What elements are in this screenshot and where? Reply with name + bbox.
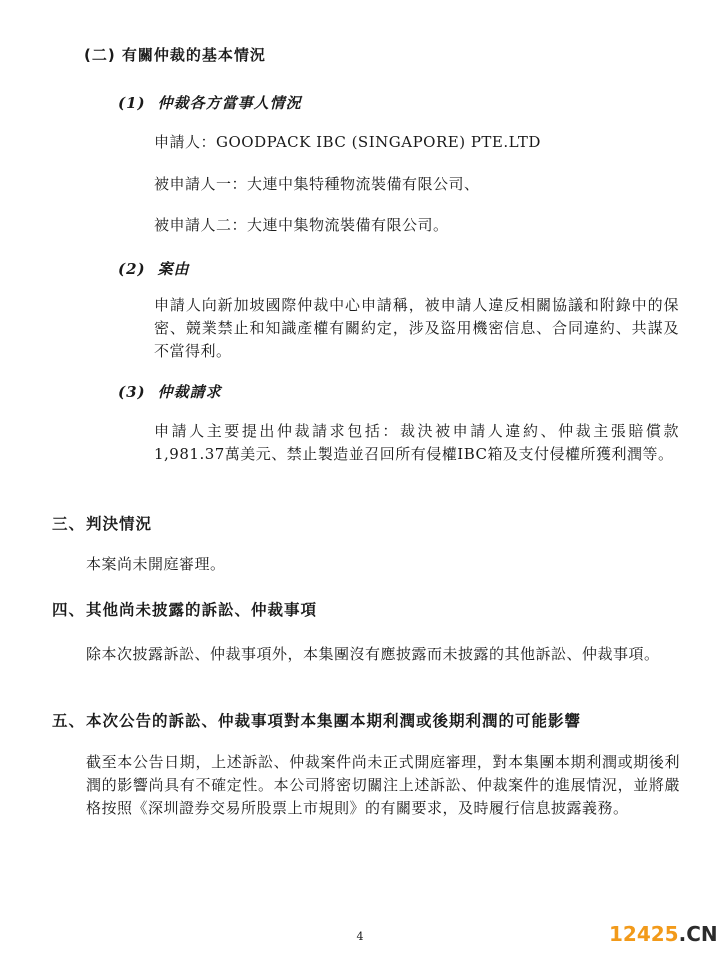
page-number: 4 (356, 930, 364, 943)
case-cause-paragraph: 申請人向新加坡國際仲裁中心申請稱，被申請人違反相關協議和附錄中的保密、競業禁止和知識產權有關約定，涉及盜用機密信息、合同違約、共謀及不當得利。 (154, 296, 679, 360)
section-5-body: 截至本公告日期，上述訴訟、仲裁案件尚未正式開庭審理，對本集團本期利潤或期後利潤的影響尚具有不確定性。本公司將密切關注上述訴訟、仲裁案件的進展情況，並將嚴格按照《深圳證券交易所股票上市規則》的有關要求，及時履行信息披露義務。 (86, 753, 680, 817)
subsection-1-number: (1) (118, 94, 146, 112)
section-4-heading (52, 598, 317, 620)
applicant-line: 申請人：GOODPACK IBC (SINGAPORE) PTE.LTD (154, 133, 541, 151)
section-3-title: 判決情況 (86, 515, 153, 533)
subsection-3-number: (3) (118, 383, 146, 401)
section-3-body: 本案尚未開庭審理。 (86, 555, 226, 573)
subsection-1-title: 仲裁各方當事人情況 (157, 94, 302, 112)
respondent-1-line: 被申請人一：大連中集特種物流裝備有限公司、 (154, 175, 480, 193)
arbitration-claims-paragraph: 申請人主要提出仲裁請求包括：裁決被申請人違約、仲裁主張賠償款1,981.37萬美元、禁止製造並召回所有侵權IBC箱及支付侵權所獲利潤等。 (154, 422, 679, 463)
section-4-title: 其他尚未披露的訴訟、仲裁事項 (86, 601, 318, 619)
watermark-logo-part1: 12425 (609, 922, 679, 946)
respondent-2-line: 被申請人二：大連中集物流裝備有限公司。 (154, 216, 449, 234)
section-2-heading: (二) 有關仲裁的基本情況 (84, 46, 266, 64)
section-4-number: 四、 (52, 601, 86, 619)
section-5-heading (52, 709, 581, 731)
subsection-2-title: 案由 (157, 260, 190, 278)
subsection-3-heading (118, 381, 222, 402)
section-3-heading (52, 512, 152, 534)
subsection-1-heading (118, 92, 302, 113)
section-3-number: 三、 (52, 515, 86, 533)
section-5-title: 本次公告的訴訟、仲裁事項對本集團本期利潤或後期利潤的可能影響 (86, 712, 582, 730)
section-4-body: 除本次披露訴訟、仲裁事項外，本集團沒有應披露而未披露的其他訴訟、仲裁事項。 (86, 645, 660, 663)
subsection-2-heading (118, 258, 190, 279)
section-5-number: 五、 (52, 712, 86, 730)
subsection-3-title: 仲裁請求 (157, 383, 222, 401)
watermark-logo-part2: .CN (678, 922, 718, 946)
watermark-logo (609, 920, 718, 948)
subsection-2-number: (2) (118, 260, 146, 278)
